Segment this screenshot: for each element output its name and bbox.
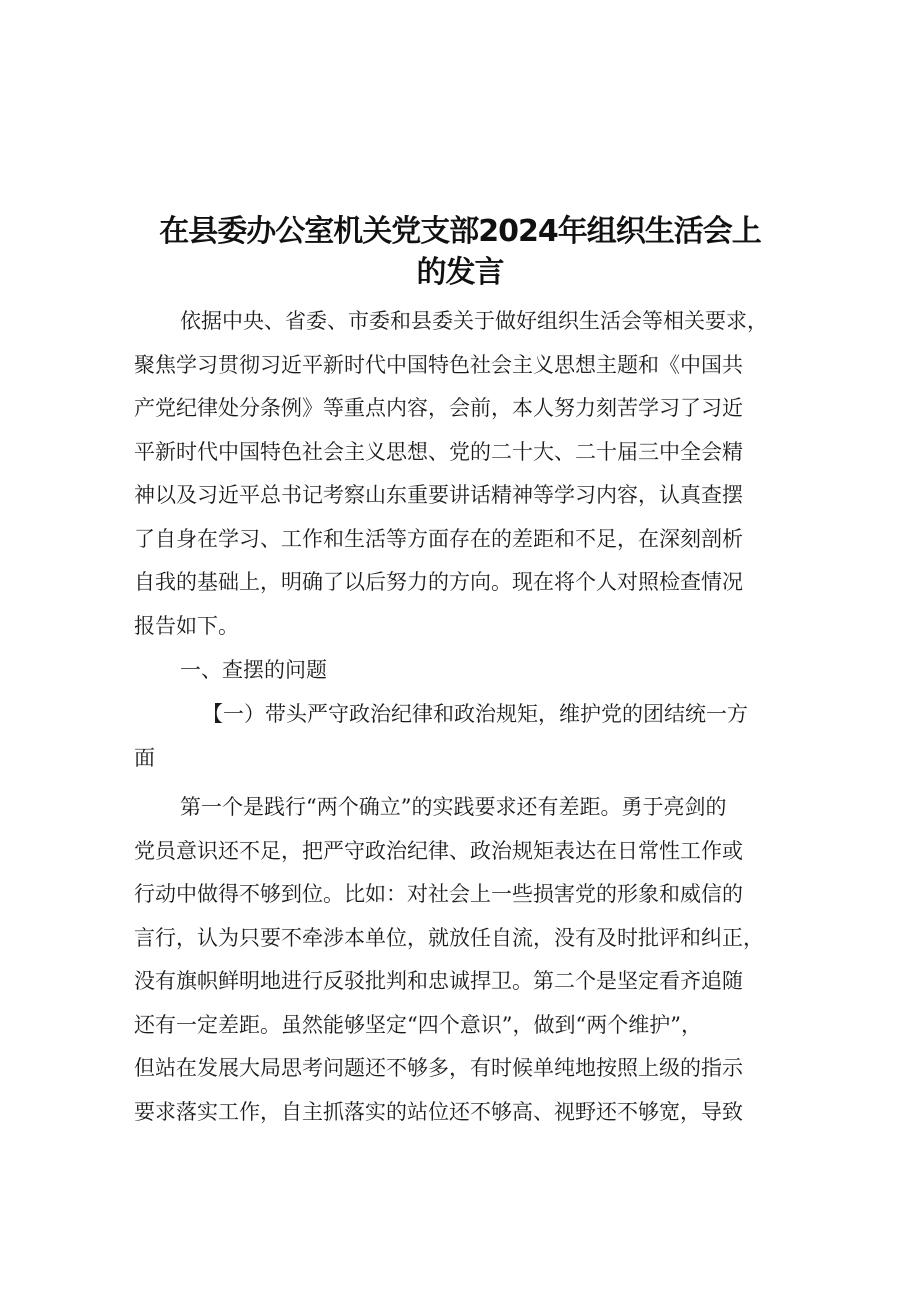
intro-line: 自我的基础上，明确了以后努力的方向。现在将个人对照检查情况 bbox=[134, 570, 743, 594]
intro-line: 神以及习近平总书记考察山东重要讲话精神等学习内容，认真查摆 bbox=[134, 483, 743, 507]
intro-line: 平新时代中国特色社会主义思想、党的二十大、二十届三中全会精 bbox=[134, 440, 743, 464]
section-heading: 一、查摆的问题 bbox=[180, 658, 327, 682]
paragraph-line: 还有一定差距。虽然能够坚定“四个意识”，做到“两个维护”， bbox=[134, 1013, 702, 1037]
paragraph-line: 但站在发展大局思考问题还不够多，有时候单纯地按照上级的指示 bbox=[134, 1056, 743, 1080]
subsection-heading-line: 【一）带头严守政治纪律和政治规矩，维护党的团结统一方 bbox=[202, 702, 748, 726]
subsection-heading-line: 面 bbox=[134, 746, 155, 770]
paragraph-line: 第一个是践行“两个确立”的实践要求还有差距。勇于亮剑的 bbox=[180, 795, 727, 819]
document-title-line-1: 在县委办公室机关党支部2024年组织生活会上 bbox=[159, 214, 761, 249]
paragraph-line: 党员意识还不足，把严守政治纪律、政治规矩表达在日常性工作或 bbox=[134, 839, 743, 863]
intro-line: 依据中央、省委、市委和县委关于做好组织生活会等相关要求， bbox=[180, 309, 768, 333]
paragraph-line: 没有旗帜鲜明地进行反驳批判和忠诚捍卫。第二个是坚定看齐追随 bbox=[134, 969, 743, 993]
intro-line: 了自身在学习、工作和生活等方面存在的差距和不足，在深刻剖析 bbox=[134, 527, 743, 551]
intro-line: 报告如下。 bbox=[134, 614, 239, 638]
document-title-line-2: 的发言 bbox=[416, 255, 504, 290]
paragraph-line: 行动中做得不够到位。比如：对社会上一些损害党的形象和威信的 bbox=[134, 882, 743, 906]
intro-line: 产党纪律处分条例》等重点内容，会前，本人努力刻苦学习了习近 bbox=[134, 396, 743, 420]
paragraph-line: 言行，认为只要不牵涉本单位，就放任自流，没有及时批评和纠正， bbox=[134, 926, 764, 950]
paragraph-line: 要求落实工作，自主抓落实的站位还不够高、视野还不够宽，导致 bbox=[134, 1100, 743, 1124]
intro-line: 聚焦学习贯彻习近平新时代中国特色社会主义思想主题和《中国共 bbox=[134, 353, 743, 377]
